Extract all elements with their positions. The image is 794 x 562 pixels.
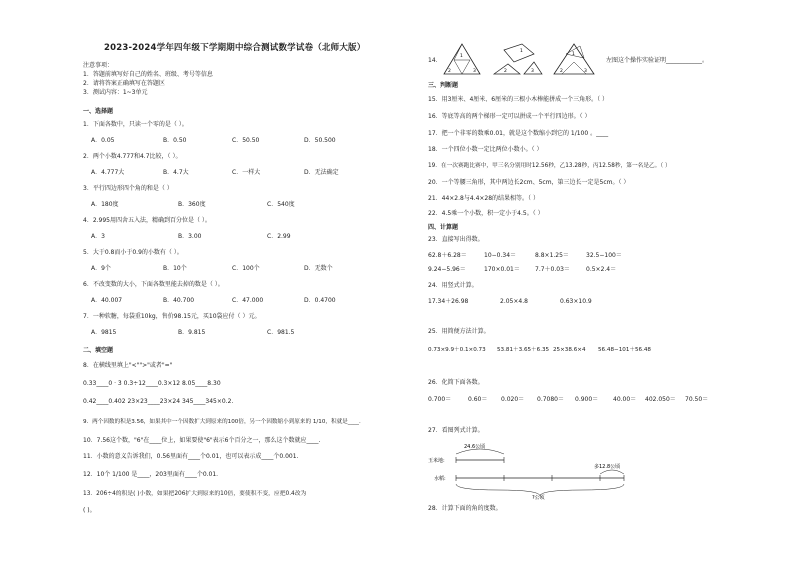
judge-question: 22．4.5乘一个小数，积一定小于4.5。（ ） bbox=[428, 210, 544, 217]
notes-heading: 注意事项： bbox=[83, 62, 114, 69]
angle-label: 2 bbox=[504, 69, 507, 74]
diagram-label: ?公顷 bbox=[532, 495, 545, 500]
page-title: 2023-2024学年四年级下学期期中综合测试数学试卷（北师大版） bbox=[104, 43, 366, 53]
fill-line: 0.33____0 · 3̇ 0.3÷12____0.3×12 8.05____8.30 bbox=[83, 380, 221, 387]
judge-question: 20．一个等腰三角形，其中两边长2cm、5cm，第三边长一定是5cm。（ ） bbox=[428, 179, 630, 186]
angle-label: 1 bbox=[460, 54, 463, 59]
question-stem: 24．用竖式计算。 bbox=[428, 282, 478, 289]
option[interactable]: A．9815 bbox=[91, 329, 117, 336]
simplify-item: 0.900＝ bbox=[575, 396, 599, 403]
line-segment-diagram bbox=[428, 440, 648, 500]
option[interactable]: D．无法确定 bbox=[304, 169, 339, 176]
angle-label: 2 bbox=[560, 69, 563, 74]
calc-item: 25×38.6×4 bbox=[553, 347, 586, 353]
question-stem: 27．看图列式计算。 bbox=[428, 427, 484, 434]
simplify-item: 0.7080＝ bbox=[537, 396, 564, 403]
question-number: 14． bbox=[428, 57, 442, 64]
option[interactable]: B．3.00 bbox=[178, 233, 202, 240]
calc-item: 9.24−5.96＝ bbox=[428, 266, 466, 273]
note-item: 2．请将答案正确填写在答题区 bbox=[83, 80, 165, 87]
diagram-label: 水稻: bbox=[434, 476, 446, 482]
simplify-item: 402.050＝ bbox=[645, 396, 676, 403]
question-stem: 4．2.995用四舍五入法，精确到百分位是（ ）。 bbox=[83, 217, 211, 224]
question-stem: 8．在横线里填上"<"">"或者"=" bbox=[83, 362, 173, 369]
diagram-label: 24.6公顷 bbox=[464, 444, 486, 450]
simplify-item: 40.00＝ bbox=[613, 396, 637, 403]
simplify-item: 0.60＝ bbox=[468, 396, 488, 403]
calc-item: 170×0.01＝ bbox=[484, 266, 520, 273]
option[interactable]: B．0.50 bbox=[163, 137, 187, 144]
option[interactable]: A．3 bbox=[91, 233, 105, 240]
calc-item: 0.5×2.4＝ bbox=[586, 266, 617, 273]
note-item: 1．答题前填写好自己的姓名、班级、考号等信息 bbox=[83, 71, 213, 78]
diagram-label: 玉米地: bbox=[428, 458, 445, 464]
judge-question: 18．一个四位小数一定比两位小数小。（ ） bbox=[428, 146, 543, 153]
calc-item: 32.5−100＝ bbox=[586, 252, 622, 259]
question-stem: 28．计算下面的角的度数。 bbox=[428, 505, 502, 512]
option[interactable]: C．一样大 bbox=[232, 169, 261, 176]
section-heading: 二、填空题 bbox=[83, 347, 114, 354]
question-stem: 12．10个 1/100 是____，203里面有____个0.01. bbox=[83, 471, 219, 478]
q14-text: 左图这个操作实验证明____________。 bbox=[606, 57, 709, 64]
diagram-label: 多12.8公顷 bbox=[594, 464, 621, 470]
angle-label: 3 bbox=[531, 69, 534, 74]
option[interactable]: A．4.777大 bbox=[91, 169, 125, 176]
calc-item: 56.48−101＋56.48 bbox=[598, 347, 651, 353]
judge-question: 19．在一次赛跑比赛中，甲三名分别用时12.56秒，乙13.28秒，丙12.58秒，第一名是乙。（ ） bbox=[428, 163, 671, 169]
option[interactable]: C．2.99 bbox=[267, 233, 291, 240]
question-stem: 5．大于0.8而小于0.9的小数有（ ）。 bbox=[83, 249, 183, 256]
calc-item: 53.81＋3.65＋6.35 bbox=[497, 347, 550, 353]
torn-pieces-icon bbox=[494, 44, 542, 74]
calc-item: 8.8×1.25＝ bbox=[535, 252, 569, 259]
option[interactable]: B．4.7大 bbox=[163, 169, 189, 176]
question-stem: 23．直接写出得数。 bbox=[428, 236, 484, 243]
calc-item: 0.63×10.9 bbox=[560, 298, 592, 305]
option[interactable]: D．0.4700 bbox=[304, 297, 336, 304]
section-heading: 三、判断题 bbox=[428, 82, 459, 89]
simplify-item: 0.020＝ bbox=[501, 396, 525, 403]
question-stem: ( )。 bbox=[83, 507, 96, 514]
option[interactable]: D．无数个 bbox=[304, 265, 333, 272]
option[interactable]: B．10个 bbox=[163, 265, 187, 272]
simplify-item: 0.700＝ bbox=[428, 396, 452, 403]
simplify-item: 70.50＝ bbox=[685, 396, 709, 403]
judge-question: 15．用3厘米、4厘米、6厘米的三根小木棒能拼成一个三角形。（ ） bbox=[428, 96, 608, 103]
calc-item: 2.05×4.8 bbox=[500, 298, 528, 305]
option[interactable]: C．100个 bbox=[232, 265, 260, 272]
option[interactable]: A．180度 bbox=[91, 201, 119, 208]
judge-question: 17．把一个非零的数乘0.01，就是这个数缩小到它的 1/100 。____ bbox=[428, 130, 609, 137]
option[interactable]: C．540度 bbox=[267, 201, 295, 208]
calc-item: 7.7＋0.03＝ bbox=[535, 266, 570, 273]
question-stem: 10．7.56这个数，"6"在____位上，如果要使"6"表示6个百分之一，那么这个数就应____. bbox=[83, 437, 321, 444]
section-heading: 一、选择题 bbox=[83, 108, 114, 115]
option[interactable]: A．0.05 bbox=[91, 137, 115, 144]
note-item: 3．测试内容：1~3单元 bbox=[83, 89, 148, 96]
angle-label: 2 bbox=[448, 69, 451, 74]
question-stem: 25．用简便方法计算。 bbox=[428, 328, 490, 335]
triangle-experiment-figure bbox=[442, 40, 602, 78]
option[interactable]: B．40.700 bbox=[163, 297, 195, 304]
calc-item: 10−0.34＝ bbox=[484, 252, 517, 259]
question-stem: 3．平行四边形四个角的和是（ ） bbox=[83, 185, 173, 192]
angle-label: 1 bbox=[572, 52, 575, 57]
option[interactable]: C．47.000 bbox=[232, 297, 264, 304]
question-stem: 6．不改变数的大小，下面各数里能去掉的数是（ ）。 bbox=[83, 281, 224, 288]
option[interactable]: B．9.815 bbox=[178, 329, 206, 336]
question-stem: 11．小数的意义告诉我们，0.56里面有____个0.01，也可以表示成____个0.001. bbox=[83, 453, 299, 460]
angle-label: 1 bbox=[520, 49, 523, 54]
question-stem: 7．一种软糖，每袋重10kg，售价98.15元，买10袋应付（ ）元。 bbox=[83, 313, 261, 320]
question-stem: 1．下面各数中，只读一个零的是（ ）。 bbox=[83, 121, 188, 128]
calc-item: 62.8＋6.28＝ bbox=[428, 252, 467, 259]
option[interactable]: C．50.50 bbox=[232, 137, 260, 144]
fill-line: 0.42____0.402 23×23____23×24 345____345×0.2. bbox=[83, 398, 234, 405]
angle-label: 3 bbox=[473, 69, 476, 74]
calc-item: 0.73×9.9＋0.1×0.73 bbox=[428, 347, 486, 353]
judge-question: 16．等底等高的两个梯形一定可以拼成一个平行四边形。（ ） bbox=[428, 113, 591, 120]
option[interactable]: A．9个 bbox=[91, 265, 111, 272]
angle-label: 3 bbox=[584, 69, 587, 74]
option[interactable]: C．981.5 bbox=[267, 329, 295, 336]
section-heading: 四、计算题 bbox=[428, 224, 459, 231]
question-stem: 13．206÷4的积是( )小数，如果把206扩大到原来的10倍，要使积不变，应把0.4改为 bbox=[83, 491, 307, 497]
option[interactable]: D．50.500 bbox=[304, 137, 336, 144]
option[interactable]: A．40.007 bbox=[91, 297, 123, 304]
question-stem: 2．两个小数4.777和4.7比较，（ ）。 bbox=[83, 153, 182, 160]
calc-item: 17.34＋26.98 bbox=[428, 298, 469, 305]
question-stem: 9．两个因数的积是3.56，如果其中一个因数扩大到原来的100倍，另一个因数缩小到原来的 1/10，积就是____. bbox=[83, 419, 361, 425]
question-stem: 26．化简下面各数。 bbox=[428, 379, 484, 386]
judge-question: 21．44×2.8与4.4×28的结果相等。（ ） bbox=[428, 195, 539, 202]
option[interactable]: B．360度 bbox=[178, 201, 206, 208]
